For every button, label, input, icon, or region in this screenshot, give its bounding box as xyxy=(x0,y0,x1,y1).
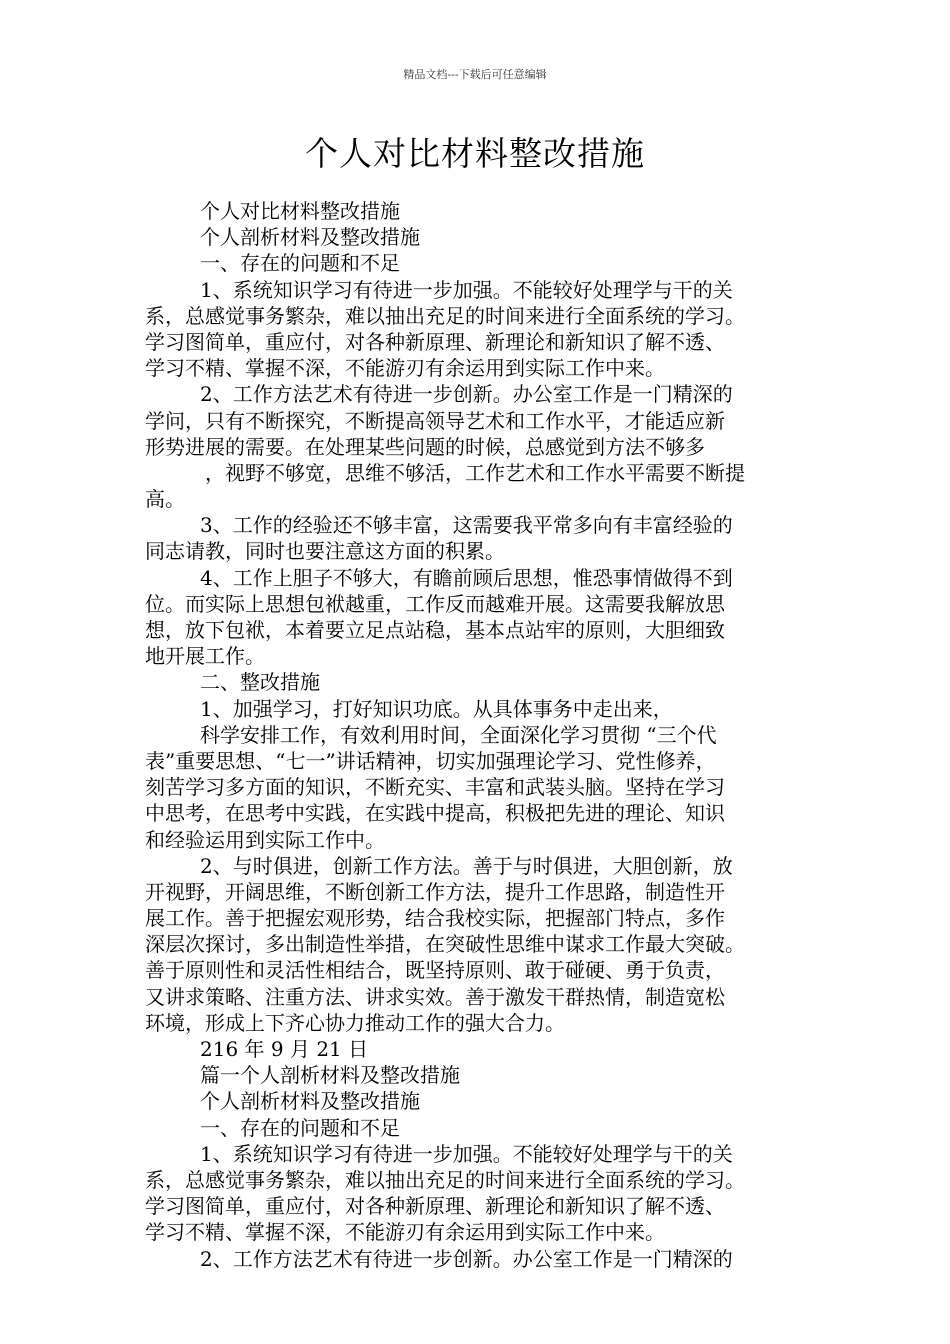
text-line: 二、整改措施 xyxy=(200,670,320,695)
document-title: 个人对比材料整改措施 xyxy=(305,134,645,173)
text-line: 个人对比材料整改措施 xyxy=(200,199,400,223)
text-line: 科学安排工作，有效利用时间，全面深化学习贯彻 “三个代 xyxy=(200,722,717,747)
text-line: 又讲求策略、注重方法、讲求实效。善于激发干群热情，制造宽松 xyxy=(145,984,725,1009)
text-line: 和经验运用到实际工作中。 xyxy=(145,827,385,852)
document-body xyxy=(145,198,815,1272)
text-line: 深层次探讨，多出制造性举措，在突破性思维中谋求工作最大突破。 xyxy=(145,932,745,957)
text-line: 个人剖析材料及整改措施 xyxy=(200,225,420,250)
text-line: 高。 xyxy=(145,487,185,512)
text-line: 开视野，开阔思维，不断创新工作方法，提升工作思路，制造性开 xyxy=(145,879,725,904)
text-line: 个人剖析材料及整改措施 xyxy=(200,1089,420,1114)
text-line: 形势进展的需要。在处理某些问题的时候，总感觉到方法不够多 xyxy=(145,434,705,459)
date-line: 216 年 9 月 21 日 xyxy=(200,1037,369,1061)
text-line: 表”重要思想、“七一”讲话精神，切实加强理论学习、党性修养， xyxy=(145,748,716,773)
text-line: 地开展工作。 xyxy=(145,644,265,669)
text-line: 1、系统知识学习有待进一步加强。不能较好处理学与干的关 xyxy=(200,277,733,302)
text-line: 系，总感觉事务繁杂，难以抽出充足的时间来进行全面系统的学习。 xyxy=(145,303,745,328)
text-line: 想，放下包袱，本着要立足点站稳，基本点站牢的原则，大胆细致 xyxy=(145,618,725,642)
text-line: 一、存在的问题和不足 xyxy=(200,1115,400,1140)
text-line: 同志请教，同时也要注意这方面的积累。 xyxy=(145,539,505,564)
section-heading: 篇一个人剖析材料及整改措施 xyxy=(200,1063,460,1088)
text-line: 位。而实际上思想包袱越重，工作反而越难开展。这需要我解放思 xyxy=(145,591,725,616)
page-header: 精品文档---下载后可任意编辑 xyxy=(403,68,547,81)
text-line: 学习不精、掌握不深，不能游刃有余运用到实际工作中来。 xyxy=(145,1220,665,1245)
text-line: 2、工作方法艺术有待进一步创新。办公室工作是一门精深的 xyxy=(200,1246,733,1271)
text-line: 2、与时俱进，创新工作方法。善于与时俱进，大胆创新，放 xyxy=(200,853,733,878)
text-line: 1、加强学习，打好知识功底。从具体事务中走出来， xyxy=(200,696,673,721)
text-line: 展工作。善于把握宏观形势，结合我校实际，把握部门特点，多作 xyxy=(145,906,725,931)
text-line: 2、工作方法艺术有待进一步创新。办公室工作是一门精深的 xyxy=(200,382,733,407)
text-line: 善于原则性和灵活性相结合，既坚持原则、敢于碰硬、勇于负责， xyxy=(145,958,725,983)
text-line: 学习不精、掌握不深，不能游刃有余运用到实际工作中来。 xyxy=(145,356,665,381)
text-line: 学问，只有不断探究，不断提高领导艺术和工作水平，才能适应新 xyxy=(145,408,725,433)
text-line: 1、系统知识学习有待进一步加强。不能较好处理学与干的关 xyxy=(200,1141,733,1166)
text-line: 刻苦学习多方面的知识，不断充实、丰富和武装头脑。坚持在学习 xyxy=(145,775,725,800)
text-line: 一、存在的问题和不足 xyxy=(200,251,400,276)
text-line: 学习图简单，重应付，对各种新原理、新理论和新知识了解不透、 xyxy=(145,329,725,354)
text-line: 系，总感觉事务繁杂，难以抽出充足的时间来进行全面系统的学习。 xyxy=(145,1167,745,1192)
text-line: ，视野不够宽，思维不够活，工作艺术和工作水平需要不断提 xyxy=(205,460,745,485)
text-line: 中思考，在思考中实践，在实践中提高，积极把先进的理论、知识 xyxy=(145,801,725,826)
text-line: 3、工作的经验还不够丰富，这需要我平常多向有丰富经验的 xyxy=(200,513,733,538)
text-line: 4、工作上胆子不够大，有瞻前顾后思想，惟恐事情做得不到 xyxy=(200,565,733,590)
text-line: 环境，形成上下齐心协力推动工作的强大合力。 xyxy=(145,1010,565,1035)
text-line: 学习图简单，重应付，对各种新原理、新理论和新知识了解不透、 xyxy=(145,1194,725,1219)
